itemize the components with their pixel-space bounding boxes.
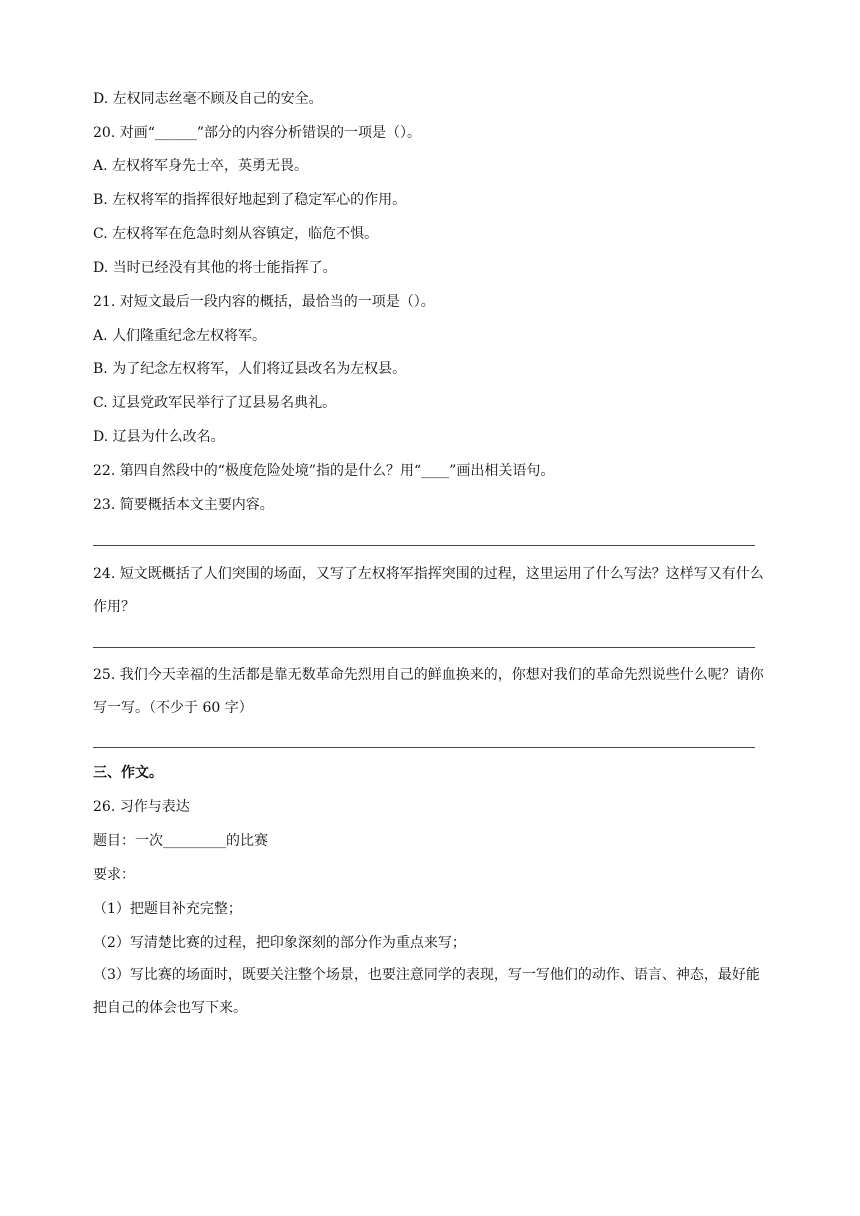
question-25: 25. 我们今天幸福的生活都是靠无数革命先烈用自己的鲜血换来的，你想对我们的革命先烈说些什么呢？请你写一写。（不少于 60 字） <box>93 667 764 716</box>
q21-option-a: A. 人们隆重纪念左权将军。 <box>93 328 267 344</box>
q19-option-d: D. 左权同志丝毫不顾及自己的安全。 <box>93 91 323 107</box>
q26-requirement-3: （3）写比赛的场面时，既要关注整个场景，也要注意同学的表现，写一写他们的动作、语言、神态，最好能把自己的体会也写下来。 <box>93 967 760 1016</box>
q21-option-d: D. 辽县为什么改名。 <box>93 429 225 445</box>
question-26: 26. 习作与表达 <box>93 799 190 815</box>
q26-requirement-1: （1）把题目补充完整； <box>93 901 242 917</box>
q26-requirements-heading: 要求： <box>93 867 135 883</box>
q20-option-a: A. 左权将军身先士卒，英勇无畏。 <box>93 158 309 174</box>
q24-answer-line[interactable] <box>93 647 755 648</box>
q20-option-b: B. 左权将军的指挥很好地起到了稳定军心的作用。 <box>93 192 407 208</box>
q26-requirement-2: （2）写清楚比赛的过程，把印象深刻的部分作为重点来写； <box>93 935 466 951</box>
question-24: 24. 短文既概括了人们突围的场面，又写了左权将军指挥突围的过程，这里运用了什么写法？这样写又有什么作用？ <box>93 566 764 615</box>
question-21: 21. 对短文最后一段内容的概括，最恰当的一项是（）。 <box>93 294 435 310</box>
section-3-heading: 三、作文。 <box>93 765 163 781</box>
question-22: 22. 第四自然段中的“极度危险处境”指的是什么？用“____”画出相关语句。 <box>93 463 555 479</box>
q26-title: 题目：一次_________的比赛 <box>93 833 268 849</box>
question-23: 23. 简要概括本文主要内容。 <box>93 497 274 513</box>
q21-option-b: B. 为了纪念左权将军，人们将辽县改名为左权县。 <box>93 361 407 377</box>
question-20: 20. 对画“______”部分的内容分析错误的一项是（）。 <box>93 125 422 141</box>
q21-option-c: C. 辽县党政军民举行了辽县易名典礼。 <box>93 395 337 411</box>
q20-option-d: D. 当时已经没有其他的将士能指挥了。 <box>93 260 337 276</box>
q20-option-c: C. 左权将军在危急时刻从容镇定，临危不惧。 <box>93 226 379 242</box>
q23-answer-line[interactable] <box>93 545 755 546</box>
q25-answer-line[interactable] <box>93 747 755 748</box>
